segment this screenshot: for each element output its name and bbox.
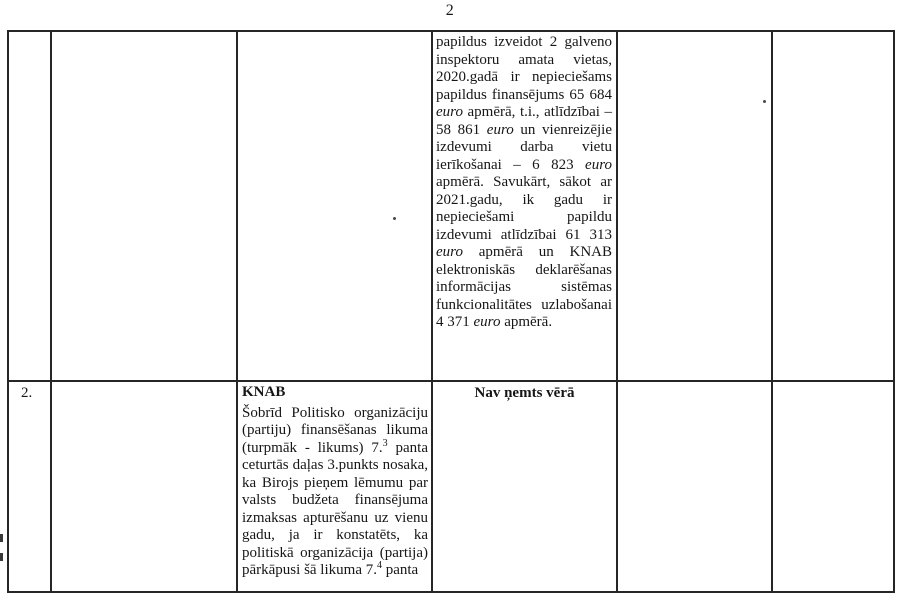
table-row-continuation bbox=[8, 31, 894, 381]
superscript-4: 4 bbox=[376, 560, 382, 571]
opinion-text-segment: papildus izveidot 2 galveno inspektoru amata vietas, 2020.gadā ir nepieciešams papildus finansējums 65 684 bbox=[436, 34, 612, 103]
cell-r2-c2 bbox=[51, 381, 237, 592]
page-number: 2 bbox=[445, 2, 455, 19]
status-label: Nav ņemts vērā bbox=[474, 385, 575, 401]
euro-term: euro bbox=[585, 156, 612, 173]
cell-r2-c6 bbox=[772, 381, 894, 592]
cell-r2-number bbox=[8, 381, 51, 592]
euro-term: euro bbox=[436, 104, 463, 120]
objection-cell-content bbox=[238, 382, 431, 590]
scan-artifact-edge bbox=[0, 534, 3, 542]
cell-r1-c1 bbox=[8, 31, 51, 381]
opinion-text-segment: apmērā un KNAB elektroniskās deklarēšanas informācijas sistēmas funkcionalitātes uzlabošanai 4 371 bbox=[436, 244, 612, 330]
objection-text-segment: panta bbox=[381, 562, 419, 578]
objection-text-segment: panta ceturtās daļas 3.punkts nosaka, ka Birojs pieņem lēmumu par valsts budžeta finansējuma izmaksas apturēšanu uz vienu gadu, ja ir konstatēts, ka politiskā organizācija (partija) pārkāpusi šā likuma 7. bbox=[242, 439, 428, 578]
scan-artifact-dot bbox=[763, 100, 766, 103]
superscript-3: 3 bbox=[382, 437, 388, 449]
cell-r2-status bbox=[432, 381, 617, 592]
opinion-text-segment: apmērā, t.i., atlīdzībai – 58 861 bbox=[436, 104, 612, 138]
cell-r1-c5 bbox=[617, 31, 772, 381]
cell-r1-c3 bbox=[237, 31, 432, 381]
cell-r1-c2 bbox=[51, 31, 237, 381]
cell-r1-opinion bbox=[432, 31, 617, 381]
row-number: 2. bbox=[21, 385, 33, 401]
euro-term: euro bbox=[473, 314, 501, 330]
cell-r1-c6 bbox=[772, 31, 894, 381]
opinion-text-segment: apmērā. bbox=[500, 314, 553, 330]
scan-artifact-edge bbox=[0, 553, 3, 561]
opinion-text-segment: apmērā. Savukārt, sākot ar 2021.gadu, ik gadu ir nepieciešami papildu izdevumi atlīdzībai 61 313 bbox=[436, 174, 612, 243]
cell-r2-c5 bbox=[617, 381, 772, 592]
opinion-text-segment: un vienreizējie izdevumi darba vietu ierīkošanai – 6 823 bbox=[436, 121, 612, 173]
institution-name: KNAB bbox=[242, 384, 286, 400]
objection-paragraph bbox=[242, 405, 428, 580]
objection-text-segment: Šobrīd Politisko organizāciju (partiju) finansēšanas likuma (turpmāk - likums) 7. bbox=[242, 404, 428, 456]
euro-term: euro bbox=[436, 244, 463, 260]
scan-artifact-dot bbox=[393, 217, 396, 220]
opinion-cell-content bbox=[433, 32, 616, 380]
review-table bbox=[7, 30, 895, 593]
euro-term: euro bbox=[486, 121, 514, 138]
table-row-item-2 bbox=[8, 381, 894, 592]
cell-r2-objection bbox=[237, 381, 432, 592]
opinion-paragraph bbox=[436, 34, 612, 332]
